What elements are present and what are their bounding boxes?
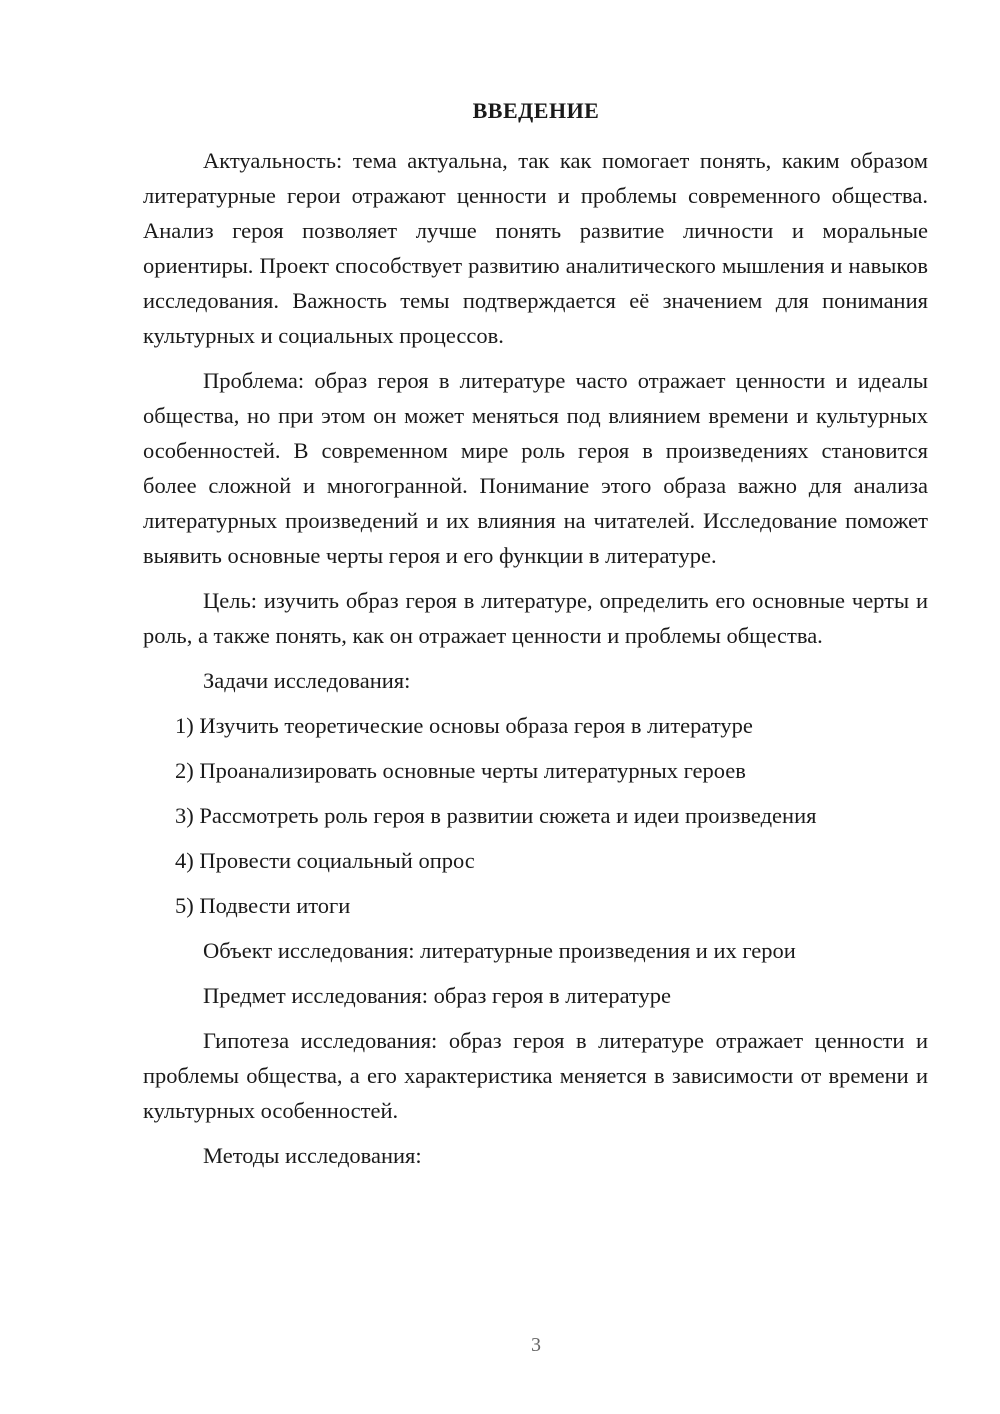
paragraph-relevance: Актуальность: тема актуальна, так как помогает понять, каким образом литературные герои отражают ценности и проблемы современного общества. Анализ героя позволяет лучше понять развитие личности и моральные ориентиры. Проект способствует развитию аналитического мышления и навыков исследования. Важность темы подтверждается её значением для понимания культурных и социальных процессов. <box>143 148 928 348</box>
paragraph-methods: Методы исследования: <box>203 1143 422 1168</box>
list-item: 2) Проанализировать основные черты литературных героев <box>175 758 746 783</box>
page-body <box>143 143 928 1173</box>
paragraph-goal: Цель: изучить образ героя в литературе, определить его основные черты и роль, а также понять, как он отражает ценности и проблемы общества. <box>143 588 928 648</box>
paragraph-problem: Проблема: образ героя в литературе часто отражает ценности и идеалы общества, но при этом он может меняться под влиянием времени и культурных особенностей. В современном мире роль героя в произведениях становится более сложной и многогранной. Понимание этого образа важно для анализа литературных произведений и их влияния на читателей. Исследование поможет выявить основные черты героя и его функции в литературе. <box>143 368 928 568</box>
paragraph-tasks-heading: Задачи исследования: <box>203 668 411 693</box>
paragraph-hypothesis: Гипотеза исследования: образ героя в литературе отражает ценности и проблемы общества, а его характеристика меняется в зависимости от времени и культурных особенностей. <box>143 1028 928 1123</box>
section-title: ВВЕДЕНИЕ <box>472 98 600 123</box>
list-item: 5) Подвести итоги <box>175 893 351 918</box>
list-item: 4) Провести социальный опрос <box>175 848 475 873</box>
list-item: 3) Рассмотреть роль героя в развитии сюжета и идеи произведения <box>175 803 817 828</box>
page-number: 3 <box>531 1334 541 1356</box>
paragraph-subject: Предмет исследования: образ героя в литературе <box>203 983 671 1008</box>
tasks-list <box>143 708 928 923</box>
list-item: 1) Изучить теоретические основы образа героя в литературе <box>175 713 753 738</box>
paragraph-object: Объект исследования: литературные произведения и их герои <box>203 938 796 963</box>
